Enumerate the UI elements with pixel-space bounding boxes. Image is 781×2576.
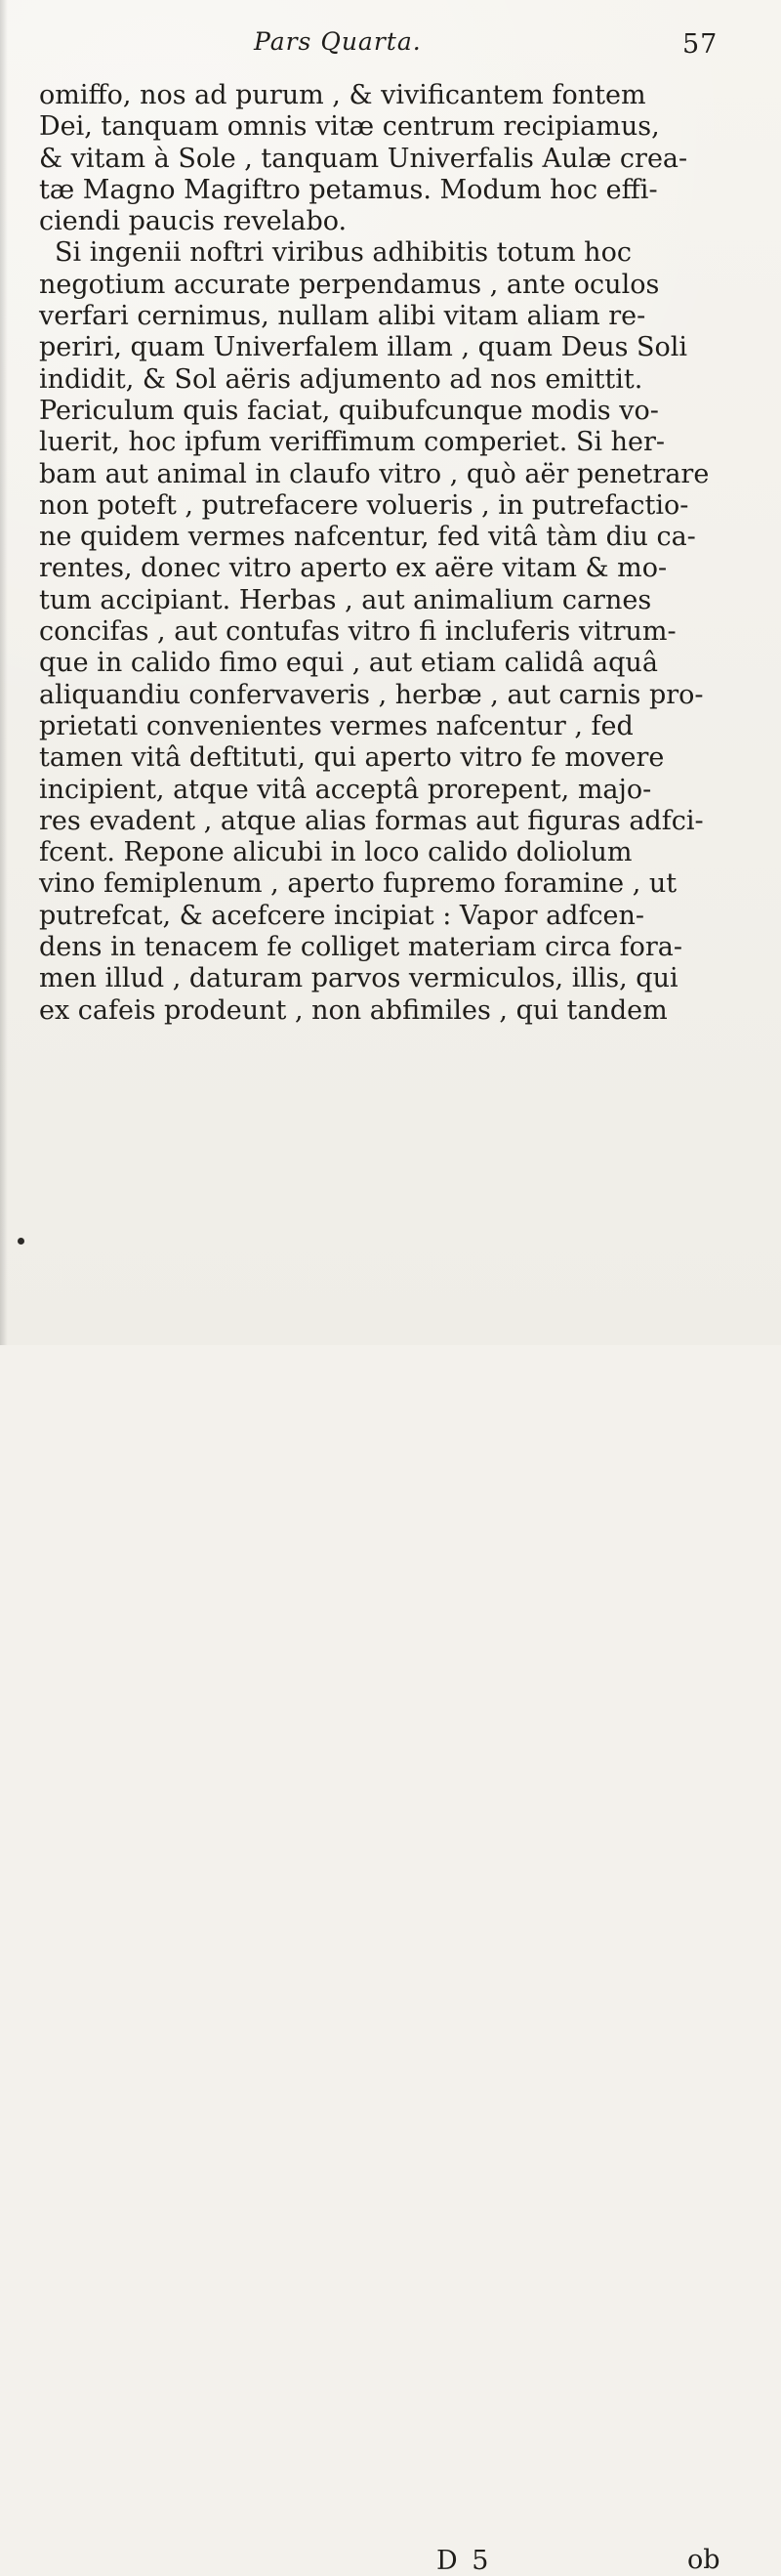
text-line: & vitam à Sole , tanquam Univerfalis Aulæ crea- xyxy=(39,143,688,174)
page-number: 57 xyxy=(682,29,719,60)
text-line: putrefcat, & acefcere incipiat : Vapor adfcen- xyxy=(39,900,645,931)
main-text-block xyxy=(39,80,779,1027)
text-line: indidit, & Sol aëris adjumento ad nos emittit. xyxy=(39,363,643,395)
text-line: Si ingenii noftri viribus adhibitis totum hoc xyxy=(55,237,632,269)
text-line: vino femiplenum , aperto fupremo foramine , ut xyxy=(39,868,678,900)
text-line: ne quidem vermes nafcentur, fed vitâ tàm diu ca- xyxy=(39,522,696,553)
text-line: verfari cernimus, nullam alibi vitam aliam re- xyxy=(39,301,646,332)
text-line: que in calido fimo equi , aut etiam calidâ aquâ xyxy=(39,648,658,679)
text-line: ex cafeis prodeunt , non abfimiles , qui tandem xyxy=(39,994,668,1026)
text-line: concifas , aut contufas vitro fi incluferis vitrum- xyxy=(39,616,677,648)
text-line: non poteft , putrefacere volueris , in putrefactio- xyxy=(39,489,689,521)
text-line: incipient, atque vitâ acceptâ prorepent, majo- xyxy=(39,774,652,805)
text-line: periri, quam Univerfalem illam , quam Deus Soli xyxy=(39,332,688,363)
text-line: men illud , daturam parvos vermiculos, illis, qui xyxy=(39,963,678,994)
text-line: luerit, hoc ipfum veriffimum comperiet. Si her- xyxy=(39,427,666,458)
text-line: fcent. Repone alicubi in loco calido doliolum xyxy=(39,837,633,868)
text-line: tum accipiant. Herbas , aut animalium carnes xyxy=(39,584,652,615)
page-header xyxy=(0,12,781,70)
text-line: prietati convenientes vermes nafcentur , fed xyxy=(39,710,634,741)
text-line: omiffo, nos ad purum , & vivificantem fontem xyxy=(39,80,646,110)
text-line: Dei, tanquam omnis vitæ centrum recipiamus, xyxy=(39,111,660,143)
signature-mark: D 5 xyxy=(436,2546,492,2576)
page-footer xyxy=(0,1274,781,2576)
text-line: tæ Magno Magiftro petamus. Modum hoc effi- xyxy=(39,174,658,205)
text-line: res evadent , atque alias formas aut figuras adfci- xyxy=(39,805,704,836)
running-head: Pars Quarta. xyxy=(254,27,422,56)
text-line: aliquandiu confervaveris , herbæ , aut carnis pro- xyxy=(39,679,704,710)
catchword: ob xyxy=(687,2545,720,2575)
text-line: dens in tenacem fe colliget materiam circa fora- xyxy=(39,932,683,963)
page-edge-shadow xyxy=(0,0,8,1345)
text-line: negotium accurate perpendamus , ante oculos xyxy=(39,269,660,300)
text-line: ciendi paucis revelabo. xyxy=(39,206,348,237)
text-line: tamen vitâ deftituti, qui aperto vitro fe movere xyxy=(39,742,665,774)
text-line: Periculum quis faciat, quibufcunque modis vo- xyxy=(39,395,659,426)
text-line: rentes, donec vitro aperto ex aëre vitam & mo- xyxy=(39,553,668,584)
text-line: bam aut animal in claufo vitro , quò aër penetrare xyxy=(39,458,710,489)
ink-dot-mark xyxy=(18,1238,24,1245)
